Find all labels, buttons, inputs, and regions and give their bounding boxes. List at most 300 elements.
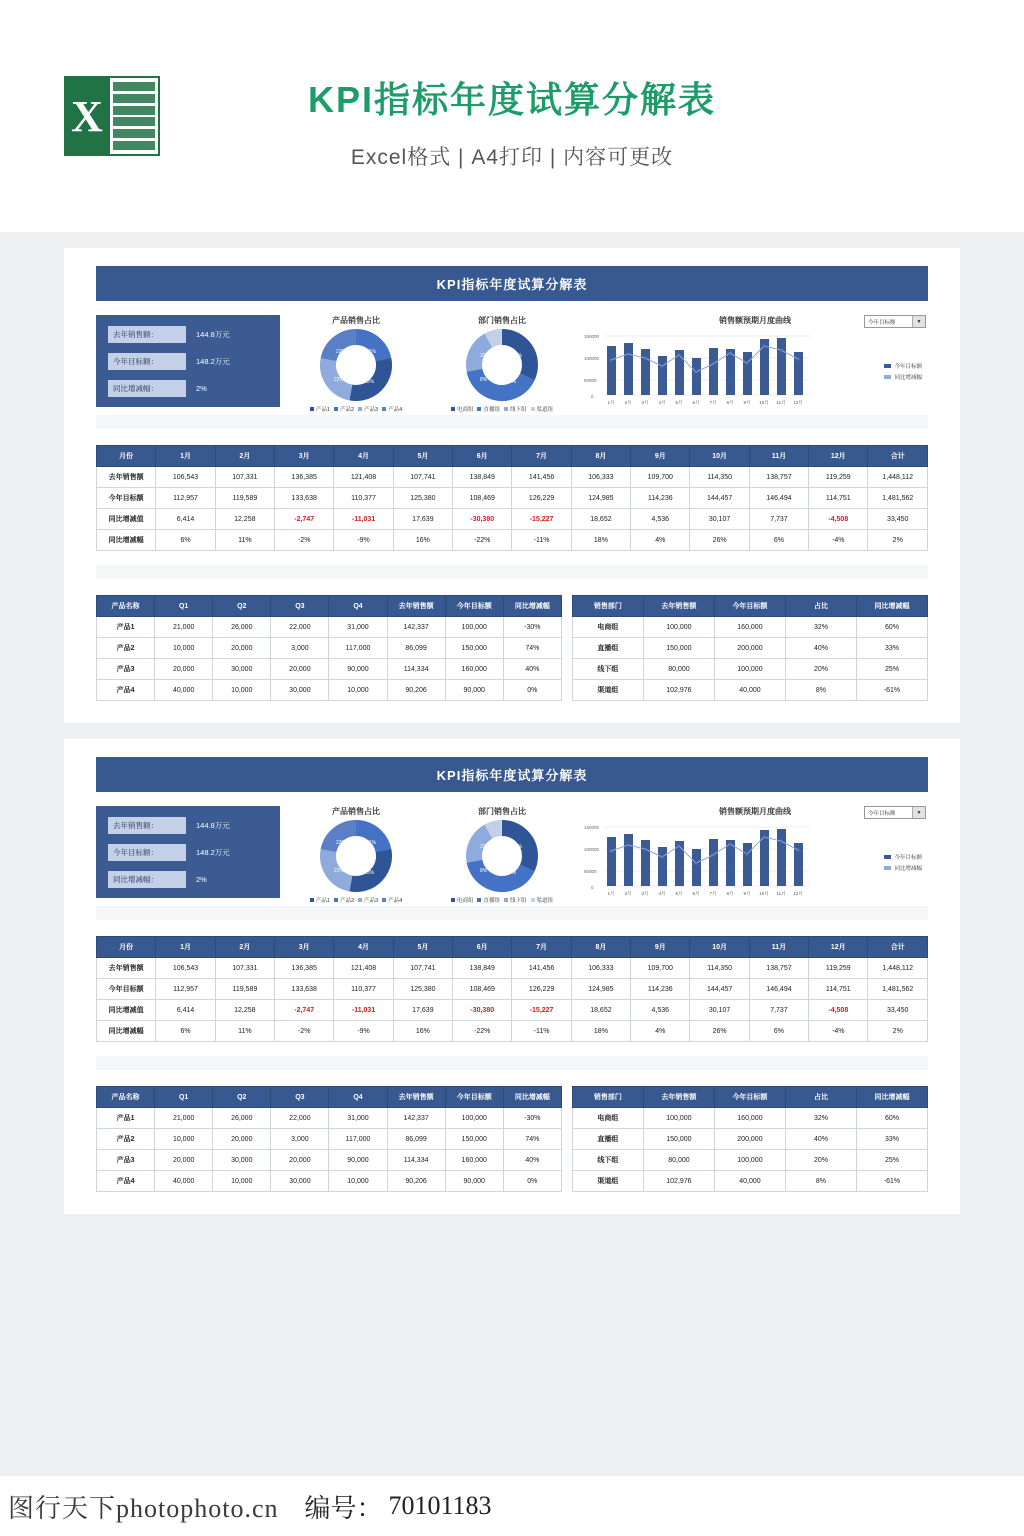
kpi-row xyxy=(108,353,268,370)
donut-slice-label: 8% xyxy=(480,868,488,874)
cell: 直播组 xyxy=(572,1129,643,1150)
chart-legend xyxy=(884,362,922,384)
chart-legend xyxy=(884,853,922,875)
table-row xyxy=(572,638,927,659)
svg-text:10月: 10月 xyxy=(759,891,769,896)
kpi-summary-box xyxy=(96,315,280,407)
cell: 26,000 xyxy=(213,1108,271,1129)
department-table-wrapper xyxy=(572,595,928,701)
kpi-label: 同比增减幅： xyxy=(108,380,186,397)
cell: 10,000 xyxy=(329,680,387,701)
cell: 6% xyxy=(749,1021,808,1042)
svg-text:2月: 2月 xyxy=(624,400,632,405)
svg-text:4月: 4月 xyxy=(658,400,666,405)
svg-text:1月: 1月 xyxy=(607,400,615,405)
cell: 18,652 xyxy=(571,509,630,530)
cell: 119,589 xyxy=(215,488,274,509)
y-tick-label: 150000 xyxy=(584,334,600,339)
svg-text:7月: 7月 xyxy=(709,891,717,896)
legend-label: 线下组 xyxy=(510,407,527,413)
cell: -61% xyxy=(856,1171,927,1192)
cell: 30,000 xyxy=(271,680,329,701)
cell: -61% xyxy=(856,680,927,701)
monthly-table xyxy=(96,936,928,1042)
cell: 40,000 xyxy=(714,1171,785,1192)
section-divider xyxy=(96,1056,928,1070)
column-header: 4月 xyxy=(334,937,393,958)
cell: -30% xyxy=(503,617,561,638)
kpi-value: 148.2万元 xyxy=(196,847,230,857)
cell: 138,849 xyxy=(453,958,512,979)
chart-title: 产品销售占比 xyxy=(332,316,380,325)
cell: 16% xyxy=(393,1021,452,1042)
cell: 12,258 xyxy=(215,1000,274,1021)
cell: -9% xyxy=(334,1021,393,1042)
kpi-label: 去年销售额： xyxy=(108,326,186,343)
column-header: 2月 xyxy=(215,446,274,467)
table-row xyxy=(572,680,927,701)
cell: 3,000 xyxy=(271,638,329,659)
cell: 30,107 xyxy=(690,1000,749,1021)
table-row xyxy=(572,1108,927,1129)
cell: 119,259 xyxy=(809,467,868,488)
row-label: 同比增减值 xyxy=(97,1000,156,1021)
cell: 20% xyxy=(785,1150,856,1171)
cell: 20,000 xyxy=(213,1129,271,1150)
product-table xyxy=(96,1086,562,1192)
cell: 107,741 xyxy=(393,467,452,488)
cell: -30% xyxy=(503,1108,561,1129)
cell: 112,957 xyxy=(156,488,215,509)
cell: 32% xyxy=(785,1108,856,1129)
cell: 4,536 xyxy=(631,1000,690,1021)
cell: 121,408 xyxy=(334,958,393,979)
legend-label: 直播组 xyxy=(483,407,500,413)
cell: 136,385 xyxy=(275,958,334,979)
table-row xyxy=(97,509,928,530)
cell: 40% xyxy=(503,659,561,680)
chart-title: 部门销售占比 xyxy=(478,316,526,325)
column-header: 6月 xyxy=(453,446,512,467)
kpi-label: 今年目标额： xyxy=(108,844,186,861)
cell: 117,000 xyxy=(329,638,387,659)
chart-canvas xyxy=(582,819,928,906)
donut-slice-label: 31% xyxy=(366,349,377,355)
cell: 124,985 xyxy=(571,979,630,1000)
legend-label: 电商组 xyxy=(456,407,474,413)
legend-item xyxy=(358,896,378,904)
legend-item xyxy=(477,405,500,413)
column-header: 今年目标额 xyxy=(714,1087,785,1108)
cell: 200,000 xyxy=(714,1129,785,1150)
cell: -2,747 xyxy=(275,1000,334,1021)
cell: -22% xyxy=(453,1021,512,1042)
y-tick-label: 100000 xyxy=(584,847,600,852)
column-header: 12月 xyxy=(809,937,868,958)
cell: 100,000 xyxy=(714,1150,785,1171)
column-header: 合计 xyxy=(868,937,928,958)
page-header xyxy=(0,0,1024,232)
detail-tables xyxy=(96,1086,928,1192)
cell: 100,000 xyxy=(714,659,785,680)
cell: 138,757 xyxy=(749,958,808,979)
kpi-row xyxy=(108,871,268,888)
cell: -11% xyxy=(512,530,571,551)
cell: 17,639 xyxy=(393,1000,452,1021)
chart-title: 部门销售占比 xyxy=(478,807,526,816)
column-header: 合计 xyxy=(868,446,928,467)
cell: -15,227 xyxy=(512,1000,571,1021)
cell: 108,469 xyxy=(453,488,512,509)
cell: 产品4 xyxy=(97,1171,155,1192)
row-label: 今年目标额 xyxy=(97,488,156,509)
legend-label: 同比增减幅 xyxy=(894,375,922,381)
cell: 80,000 xyxy=(643,659,714,680)
cell: -2% xyxy=(275,1021,334,1042)
column-header: 3月 xyxy=(275,446,334,467)
column-header: 同比增减幅 xyxy=(856,596,927,617)
y-tick-label: 150000 xyxy=(584,825,600,830)
cell: -22% xyxy=(453,530,512,551)
legend-label: 渠道组 xyxy=(536,407,554,413)
chevron-down-icon[interactable]: ▼ xyxy=(912,316,925,327)
cell: 渠道组 xyxy=(572,680,643,701)
product-donut-chart xyxy=(286,806,426,904)
table-header-row xyxy=(97,596,562,617)
cell: 26,000 xyxy=(213,617,271,638)
department-table-wrapper xyxy=(572,1086,928,1192)
table-gap xyxy=(562,1086,572,1192)
legend-label: 直播组 xyxy=(483,898,500,904)
table-row xyxy=(97,1021,928,1042)
donut-slice-label: 31% xyxy=(366,840,377,846)
cell: 6% xyxy=(749,530,808,551)
cell: 150,000 xyxy=(643,638,714,659)
cell: -30,380 xyxy=(453,1000,512,1021)
chart-title: 销售额预期月度曲线 xyxy=(719,316,791,325)
series-select-value: 今年目标额 xyxy=(868,319,896,326)
cell: 线下组 xyxy=(572,1150,643,1171)
column-header: 今年目标额 xyxy=(445,596,503,617)
cell: 106,333 xyxy=(571,958,630,979)
svg-text:11月: 11月 xyxy=(776,891,786,896)
cell: 114,334 xyxy=(387,659,445,680)
legend-item xyxy=(884,864,922,872)
cell: 11% xyxy=(215,530,274,551)
svg-text:4月: 4月 xyxy=(658,891,666,896)
legend-label: 产品3 xyxy=(364,898,379,904)
cell: 0% xyxy=(503,1171,561,1192)
legend-label: 产品2 xyxy=(339,898,354,904)
donut-svg xyxy=(313,819,399,893)
department-table xyxy=(572,1086,928,1192)
cell: 22,000 xyxy=(271,1108,329,1129)
cell: 21,000 xyxy=(155,1108,213,1129)
column-header: Q3 xyxy=(271,1087,329,1108)
monthly-sales-chart xyxy=(578,315,928,415)
cell: -2,747 xyxy=(275,509,334,530)
donut-slice-label: 25% xyxy=(364,870,375,876)
donut-canvas xyxy=(432,819,572,893)
table-row xyxy=(572,1171,927,1192)
cell: 119,259 xyxy=(809,958,868,979)
cell: 102,976 xyxy=(643,1171,714,1192)
column-header: 产品名称 xyxy=(97,1087,155,1108)
product-table-wrapper xyxy=(96,1086,562,1192)
donut-slice-label: 22% xyxy=(334,868,345,874)
legend-item xyxy=(531,405,554,413)
cell: 114,334 xyxy=(387,1150,445,1171)
column-header: 销售部门 xyxy=(572,1087,643,1108)
product-donut-chart xyxy=(286,315,426,413)
cell: 18% xyxy=(571,530,630,551)
cell: 产品1 xyxy=(97,617,155,638)
kpi-row xyxy=(108,326,268,343)
column-header: 去年销售额 xyxy=(643,1087,714,1108)
cell: 产品3 xyxy=(97,659,155,680)
cell: 11% xyxy=(215,1021,274,1042)
cell: 40% xyxy=(785,638,856,659)
donut-svg xyxy=(459,328,545,402)
kpi-value: 2% xyxy=(196,383,207,393)
department-donut-chart xyxy=(432,315,572,413)
cell: -11,031 xyxy=(334,1000,393,1021)
cell: 106,333 xyxy=(571,467,630,488)
cell: 18,652 xyxy=(571,1000,630,1021)
column-header: Q4 xyxy=(329,1087,387,1108)
series-select[interactable] xyxy=(864,315,926,328)
cell: 108,469 xyxy=(453,979,512,1000)
column-header: 今年目标额 xyxy=(445,1087,503,1108)
donut-slice-label: 20% xyxy=(506,870,517,876)
cell: 90,206 xyxy=(387,1171,445,1192)
cell: 线下组 xyxy=(572,659,643,680)
column-header: 月份 xyxy=(97,937,156,958)
cell: 160,000 xyxy=(714,617,785,638)
legend-item xyxy=(358,405,378,413)
cell: 160,000 xyxy=(445,659,503,680)
cell: 74% xyxy=(503,1129,561,1150)
chart-legend xyxy=(286,405,426,413)
cell: 90,000 xyxy=(445,1171,503,1192)
sheet-title: KPI指标年度试算分解表 xyxy=(96,757,928,792)
site-name: 图行天下photophoto.cn xyxy=(8,1493,279,1523)
combo-chart-svg xyxy=(582,819,892,901)
column-header: 5月 xyxy=(393,937,452,958)
table-row xyxy=(97,1150,562,1171)
cell: 150,000 xyxy=(445,638,503,659)
cell: 100,000 xyxy=(445,1108,503,1129)
column-header: 3月 xyxy=(275,937,334,958)
cell: 144,457 xyxy=(690,979,749,1000)
cell: 100,000 xyxy=(445,617,503,638)
legend-item xyxy=(531,896,554,904)
sheet-preview-1 xyxy=(64,248,960,723)
excel-logo xyxy=(64,76,160,156)
legend-label: 产品2 xyxy=(339,407,354,413)
cell: 126,229 xyxy=(512,979,571,1000)
cell: 7,737 xyxy=(749,1000,808,1021)
cell: 产品2 xyxy=(97,638,155,659)
legend-item xyxy=(504,405,527,413)
svg-text:12月: 12月 xyxy=(793,400,803,405)
cell: -30,380 xyxy=(453,509,512,530)
table-row xyxy=(97,979,928,1000)
kpi-row xyxy=(108,844,268,861)
legend-label: 产品1 xyxy=(315,898,330,904)
cell: 60% xyxy=(856,1108,927,1129)
legend-item xyxy=(884,373,922,381)
cell: 112,957 xyxy=(156,979,215,1000)
cell: 125,380 xyxy=(393,488,452,509)
cell: 20% xyxy=(785,659,856,680)
legend-item xyxy=(310,896,330,904)
donut-slice-label: 22% xyxy=(336,840,347,846)
donut-slice-label: 22% xyxy=(334,377,345,383)
cell: -4% xyxy=(809,530,868,551)
kpi-value: 144.8万元 xyxy=(196,329,230,339)
cell: 18% xyxy=(571,1021,630,1042)
kpi-label: 同比增减幅： xyxy=(108,871,186,888)
department-table xyxy=(572,595,928,701)
cell: 26% xyxy=(690,530,749,551)
chart-canvas xyxy=(582,328,928,415)
combo-chart-svg xyxy=(582,328,892,410)
column-header: 8月 xyxy=(571,937,630,958)
series-select[interactable] xyxy=(864,806,926,819)
legend-label: 产品4 xyxy=(388,898,403,904)
table-row xyxy=(572,1150,927,1171)
dashboard-panels xyxy=(96,806,928,906)
column-header: 12月 xyxy=(809,446,868,467)
cell: 16% xyxy=(393,530,452,551)
department-donut-chart xyxy=(432,806,572,904)
column-header: 去年销售额 xyxy=(387,1087,445,1108)
column-header: 5月 xyxy=(393,446,452,467)
cell: 电商组 xyxy=(572,1108,643,1129)
cell: 产品3 xyxy=(97,1150,155,1171)
legend-item xyxy=(884,853,922,861)
cell: 32% xyxy=(785,617,856,638)
legend-item xyxy=(477,896,500,904)
cell: 6% xyxy=(156,1021,215,1042)
donut-slice-label: 25% xyxy=(364,379,375,385)
donut-slice-label: 32% xyxy=(480,353,491,359)
donut-slice-label: 20% xyxy=(506,379,517,385)
cell: 86,099 xyxy=(387,638,445,659)
cell: 102,976 xyxy=(643,680,714,701)
cell: 20,000 xyxy=(271,659,329,680)
cell: 6% xyxy=(156,530,215,551)
cell: -2% xyxy=(275,530,334,551)
svg-text:7月: 7月 xyxy=(709,400,717,405)
column-header: Q2 xyxy=(213,1087,271,1108)
column-header: 占比 xyxy=(785,1087,856,1108)
cell: 8% xyxy=(785,1171,856,1192)
cell: -9% xyxy=(334,530,393,551)
y-tick-label: 0 xyxy=(591,394,594,399)
legend-item xyxy=(310,405,330,413)
column-header: 1月 xyxy=(156,937,215,958)
cell: 40,000 xyxy=(155,1171,213,1192)
cell: 119,589 xyxy=(215,979,274,1000)
chart-legend xyxy=(432,896,572,904)
legend-label: 线下组 xyxy=(510,898,527,904)
cell: 160,000 xyxy=(445,1150,503,1171)
row-label: 今年目标额 xyxy=(97,979,156,1000)
cell: 2% xyxy=(868,1021,928,1042)
cell: 6,414 xyxy=(156,1000,215,1021)
table-header-row xyxy=(572,596,927,617)
table-row xyxy=(97,617,562,638)
monthly-sales-chart xyxy=(578,806,928,906)
cell: 146,494 xyxy=(749,979,808,1000)
section-divider xyxy=(96,565,928,579)
cell: 产品1 xyxy=(97,1108,155,1129)
cell: 80,000 xyxy=(643,1150,714,1171)
cell: 114,236 xyxy=(631,488,690,509)
legend-item xyxy=(884,362,922,370)
cell: 10,000 xyxy=(155,1129,213,1150)
cell: 106,543 xyxy=(156,958,215,979)
legend-item xyxy=(334,405,354,413)
page-title: KPI指标年度试算分解表 xyxy=(307,79,716,120)
cell: 150,000 xyxy=(643,1129,714,1150)
cell: 114,751 xyxy=(809,488,868,509)
kpi-label: 去年销售额： xyxy=(108,817,186,834)
table-header-row xyxy=(572,1087,927,1108)
kpi-value: 144.8万元 xyxy=(196,820,230,830)
cell: 40,000 xyxy=(155,680,213,701)
donut-canvas xyxy=(432,328,572,402)
excel-logo-grid xyxy=(110,76,160,156)
cell: 20,000 xyxy=(271,1150,329,1171)
cell: 20,000 xyxy=(213,638,271,659)
column-header: 7月 xyxy=(512,937,571,958)
cell: 1,481,562 xyxy=(868,979,928,1000)
cell: 17,639 xyxy=(393,509,452,530)
row-label: 同比增减幅 xyxy=(97,530,156,551)
legend-label: 今年目标额 xyxy=(894,855,922,861)
legend-item xyxy=(334,896,354,904)
cell: 141,456 xyxy=(512,467,571,488)
chevron-down-icon[interactable]: ▼ xyxy=(912,807,925,818)
cell: 22,000 xyxy=(271,617,329,638)
cell: 电商组 xyxy=(572,617,643,638)
row-label: 去年销售额 xyxy=(97,958,156,979)
cell: 10,000 xyxy=(329,1171,387,1192)
cell: 107,741 xyxy=(393,958,452,979)
svg-text:9月: 9月 xyxy=(743,891,751,896)
cell: 114,751 xyxy=(809,979,868,1000)
cell: 渠道组 xyxy=(572,1171,643,1192)
cell: 12,258 xyxy=(215,509,274,530)
cell: 33% xyxy=(856,638,927,659)
svg-text:10月: 10月 xyxy=(759,400,769,405)
cell: 31,000 xyxy=(329,617,387,638)
legend-label: 同比增减幅 xyxy=(894,866,922,872)
cell: 40% xyxy=(785,1129,856,1150)
cell: 1,481,562 xyxy=(868,488,928,509)
svg-text:8月: 8月 xyxy=(726,400,734,405)
cell: 90,000 xyxy=(445,680,503,701)
cell: 107,331 xyxy=(215,958,274,979)
table-row xyxy=(97,530,928,551)
column-header: Q3 xyxy=(271,596,329,617)
legend-item xyxy=(451,405,474,413)
cell: 1,448,112 xyxy=(868,467,928,488)
table-gap xyxy=(562,595,572,701)
